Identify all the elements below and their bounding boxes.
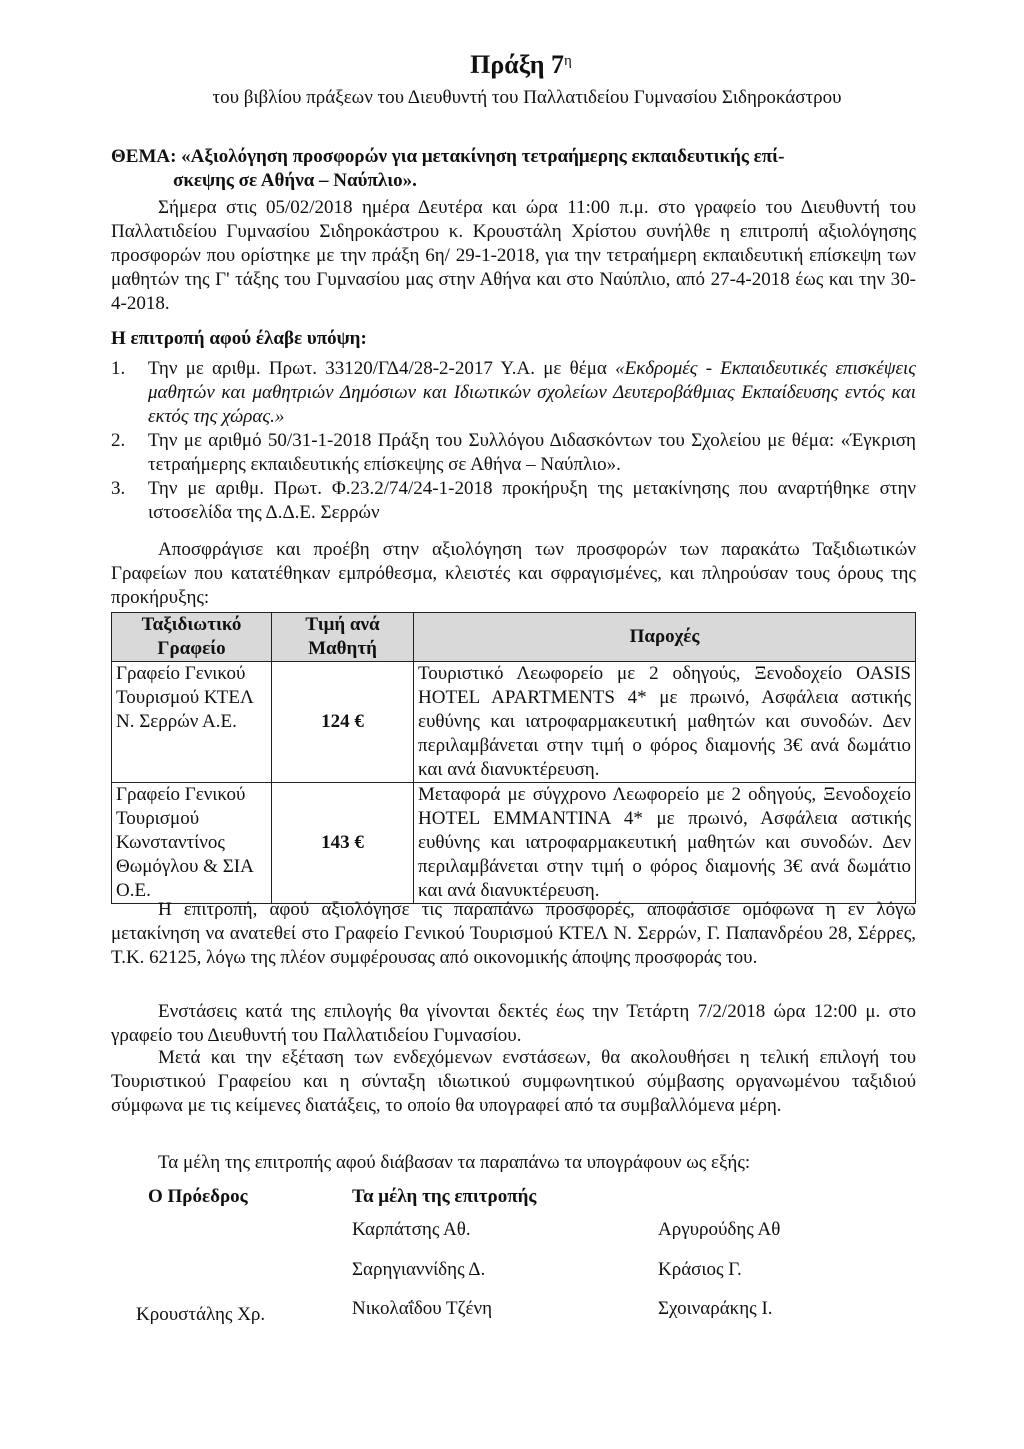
member-name: Κράσιος Γ. <box>658 1259 742 1280</box>
price-cell: 143 € <box>272 783 414 904</box>
office-cell: Γραφείο Γενικού Τουρισμού Κωνσταντίνος Θωμόγλου & ΣΙΑ Ο.Ε. <box>112 783 272 904</box>
document-subtitle: του βιβλίου πράξεων του Διευθυντή του Παλλατιδείου Γυμνασίου Σιδηροκάστρου <box>212 87 842 108</box>
member-name: Σχοιναράκης Ι. <box>658 1298 773 1319</box>
member-name: Νικολαΐδου Τζένη <box>352 1298 493 1319</box>
list-item <box>111 477 916 525</box>
president-label: Ο Πρόεδρος <box>148 1186 248 1207</box>
table-header-row <box>112 613 916 662</box>
office-cell: Γραφείο Γενικού Τουρισμού ΚΤΕΛ Ν. Σερρών Α.Ε. <box>112 662 272 783</box>
list-item <box>111 429 916 477</box>
column-header-services: Παροχές <box>414 613 916 662</box>
opening-paragraph: Αποσφράγισε και προέβη στην αξιολόγηση των προσφορών των παρακάτω Ταξιδιωτικών Γραφείων που κατατέθηκαν εμπρόθεσμα, κλειστές και σφραγισμένες, και πληρούσαν τους όρους της προκήρυξης: <box>111 539 916 608</box>
member-name: Αργυρούδης Αθ <box>658 1219 781 1240</box>
list-text: Την με αριθμό 50/31-1-2018 Πράξη του Συλλόγου Διδασκόντων του Σχολείου με θέμα: «Έγκριση τετραήμερης εκπαιδευτικής επίσκεψης σε Αθήνα – Ναύπλιο». <box>148 430 916 475</box>
offers-table <box>111 612 916 904</box>
decision-paragraph: Η επιτροπή, αφού αξιολόγησε τις παραπάνω προσφορές, αποφάσισε ομόφωνα η εν λόγω μετακίνηση να ανατεθεί στο Γραφείο Γενικού Τουρισμού ΚΤΕΛ Ν. Σερρών, Γ. Παπανδρέου 28, Σέρρες, Τ.Κ. 62125, λόγω της πλέον συμφέρουσας από οικονομικής άποψης προσφοράς του. <box>111 899 916 968</box>
considered-list <box>111 357 916 525</box>
members-label: Τα μέλη της επιτροπής <box>352 1186 537 1207</box>
objections-paragraph: Ενστάσεις κατά της επιλογής θα γίνονται δεκτές έως την Τετάρτη 7/2/2018 ώρα 12:00 μ. στο γραφείο του Διευθυντή του Παλλατιδείου Γυμνασίου. <box>111 1001 916 1046</box>
intro-paragraph: Σήμερα στις 05/02/2018 ημέρα Δευτέρα και ώρα 11:00 π.μ. στο γραφείο του Διευθυντή του Παλλατιδείου Γυμνασίου Σιδηροκάστρου κ. Κρουστάλη Χρίστου συνήλθε η επιτροπή αξιολόγησης προσφορών που ορίστηκε με την πράξη 6η/ 29-1-2018, για την τετραήμερη εκπαιδευτική επίσκεψη των μαθητών της Γ' τάξης του Γυμνασίου μας στην Αθήνα και στο Ναύπλιο, από 27-4-2018 έως και την 30-4-2018. <box>111 197 916 314</box>
final-paragraph: Μετά και την εξέταση των ενδεχόμενων ενστάσεων, θα ακολουθήσει η τελική επιλογή του Τουριστικού Γραφείου και η σύνταξη ιδιωτικού συμφωνητικού σύμβασης οργανωμένου ταξιδιού σύμφωνα με τις κείμενες διατάξεις, το οποίο θα υπογραφεί από τα συμβαλλόμενα μέρη. <box>111 1047 916 1116</box>
list-number: 3. <box>111 478 126 499</box>
list-number: 1. <box>111 358 126 379</box>
table-row <box>112 662 916 783</box>
subject-line-1: ΘΕΜΑ: «Αξιολόγηση προσφορών για μετακίνηση τετραήμερης εκπαιδευτικής επί- <box>111 146 785 167</box>
column-header-price: Τιμή ανά Μαθητή <box>272 613 414 662</box>
considered-heading: Η επιτροπή αφού έλαβε υπόψη: <box>111 328 367 349</box>
list-item <box>111 357 916 429</box>
title-text: Πράξη 7 <box>470 50 565 79</box>
document-title <box>0 48 1024 82</box>
member-name: Καρπάτσης Αθ. <box>352 1219 471 1240</box>
list-number: 2. <box>111 430 126 451</box>
president-name: Κρουστάλης Χρ. <box>136 1304 266 1325</box>
table-row <box>112 783 916 904</box>
subject-line-2: σκεψης σε Αθήνα – Ναύπλιο». <box>173 170 417 191</box>
list-text: Την με αριθμ. Πρωτ. Φ.23.2/74/24-1-2018 προκήρυξη της μετακίνησης που αναρτήθηκε στην ιστοσελίδα της Δ.Δ.Ε. Σερρών <box>148 478 916 523</box>
list-text-italic: «Εκδρομές - Εκπαιδευτικές επισκέψεις μαθητών και μαθητριών Δημόσιων και Ιδιωτικών σχολείων Δευτεροβάθμιας Εκπαίδευσης εντός και εκτός της χώρας.» <box>148 358 916 427</box>
list-text: Την με αριθμ. Πρωτ. 33120/ΓΔ4/28-2-2017 Υ.Α. με θέμα <box>148 358 616 379</box>
title-superscript: η <box>564 53 572 69</box>
member-name: Σαρηγιαννίδης Δ. <box>352 1259 486 1280</box>
price-cell: 124 € <box>272 662 414 783</box>
signing-paragraph: Τα μέλη της επιτροπής αφού διάβασαν τα παραπάνω τα υπογράφουν ως εξής: <box>158 1152 751 1173</box>
services-cell: Τουριστικό Λεωφορείο με 2 οδηγούς, Ξενοδοχείο OASIS HOTEL APARTMENTS 4* με πρωινό, Ασφάλεια αστικής ευθύνης και ιατροφαρμακευτική μαθητών και συνοδών. Δεν περιλαμβάνεται στην τιμή ο φόρος διαμονής 3€ ανά δωμάτιο και ανά διανυκτέρευση. <box>414 662 916 783</box>
services-cell: Μεταφορά με σύγχρονο Λεωφορείο με 2 οδηγούς, Ξενοδοχείο HOTEL EMMANTINA 4* με πρωινό, Ασφάλεια αστικής ευθύνης και ιατροφαρμακευτική μαθητών και συνοδών. Δεν περιλαμβάνεται στην τιμή ο φόρος διαμονής 3€ ανά δωμάτιο και ανά διανυκτέρευση. <box>414 783 916 904</box>
subject <box>111 145 916 193</box>
column-header-office: Ταξιδιωτικό Γραφείο <box>112 613 272 662</box>
